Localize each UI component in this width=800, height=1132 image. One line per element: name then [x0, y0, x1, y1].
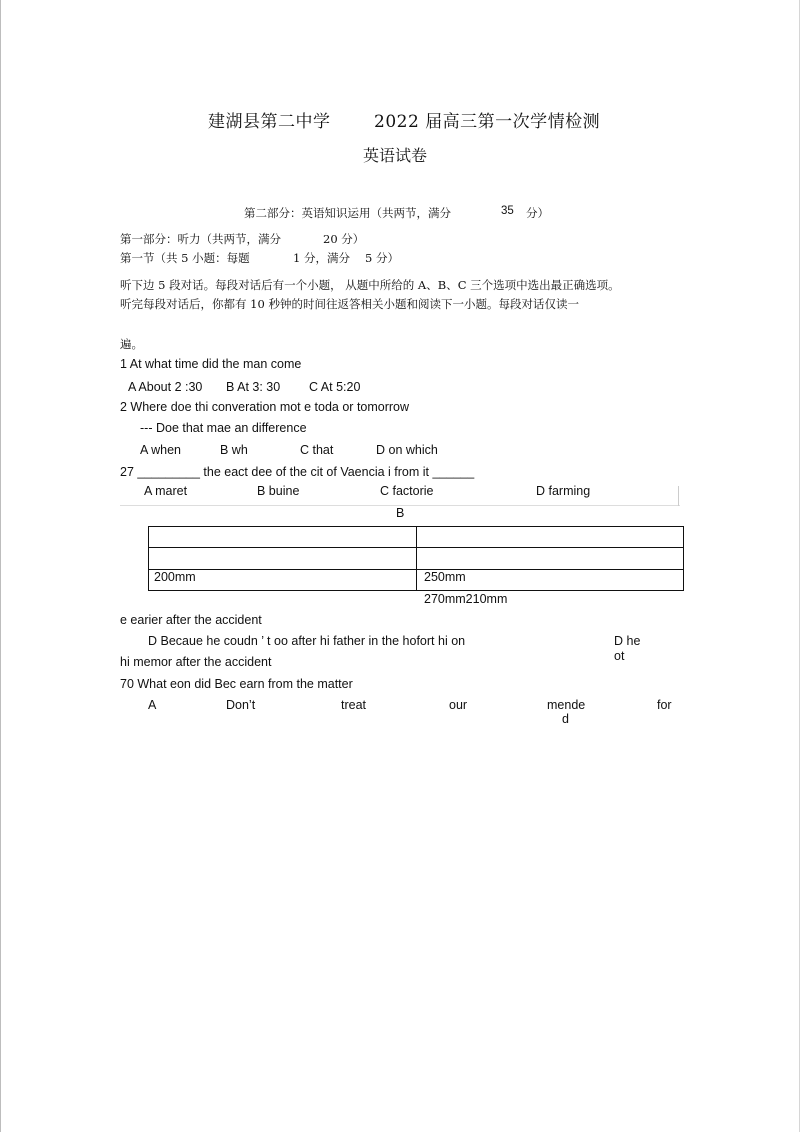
fragment-option-d: D Becaue he coudn ’ t oo after hi father in the hofort hi on: [148, 634, 466, 648]
instruction-line-1: 听下边 5 段对话。每段对话后有一个小题， 从题中所给的 A、B、C 三个选项中选出最正确选项。: [120, 278, 620, 292]
part1-label: 第一部分：听力（共两节，满分: [120, 232, 281, 246]
q2-option-c: C that: [300, 443, 334, 457]
title-school: 建湖县第二中学: [208, 112, 331, 132]
table-divider-row-1: [149, 547, 683, 548]
q27-option-d: D farming: [536, 484, 591, 498]
part2-label: 第二部分：英语知识运用（共两节，满分: [244, 206, 451, 220]
q70-text: 70 What eon did Bec earn from the matter: [120, 677, 353, 691]
q2-text: 2 Where doe thi converation mot e toda or tomorrow: [120, 400, 410, 414]
q70-word-mende: mende: [547, 698, 586, 712]
q70-word-treat: treat: [341, 698, 367, 712]
sec1-each: 1 分，满分: [293, 251, 350, 265]
table-divider-vertical: [416, 527, 417, 590]
table-cell-left: 200mm: [154, 570, 196, 584]
options-right-tick: [678, 486, 679, 506]
sec1-total: 5 分）: [365, 251, 399, 265]
q70-word-a: A: [148, 698, 157, 712]
fragment-line-1: e earier after the accident: [120, 613, 262, 627]
subtitle: 英语试卷: [363, 146, 428, 165]
fragment-line-2: hi memor after the accident: [120, 655, 272, 669]
q2-option-a: A when: [140, 443, 182, 457]
q70-word-d: d: [562, 712, 569, 726]
q27-option-c: C factorie: [380, 484, 434, 498]
instruction-line-2: 听完每段对话后，你都有 10 秒钟的时间往返答相关小题和阅读下一小题。每段对话仅读一: [120, 297, 579, 311]
fragment-d-he: D he: [614, 634, 641, 648]
q1-option-b: B At 3: 30: [226, 380, 281, 394]
q27-option-a: A maret: [144, 484, 188, 498]
sec1-label: 第一节（共 5 小题：每题: [120, 251, 250, 265]
paper-size-table: [148, 526, 684, 591]
table-divider-row-2: [149, 569, 683, 570]
part2-unit: 分）: [526, 206, 549, 220]
q27-option-b: B buine: [257, 484, 300, 498]
instruction-line-3: 遍。: [120, 337, 143, 351]
q70-word-dont: Don’t: [226, 698, 256, 712]
q70-word-for: for: [657, 698, 672, 712]
q2-option-d: D on which: [376, 443, 438, 457]
q2-reply: --- Doe that mae an difference: [140, 421, 307, 435]
q2-option-b: B wh: [220, 443, 248, 457]
table-cell-right: 250mm: [424, 570, 466, 584]
title-exam: 2022 届高三第一次学情检测: [374, 112, 601, 132]
q1-text: 1 At what time did the man come: [120, 357, 302, 371]
table-caption: 270mm210mm: [424, 592, 508, 606]
label-b: B: [396, 506, 405, 520]
q1-option-a: A About 2 :30: [128, 380, 203, 394]
part1-score: 20 分）: [323, 232, 365, 246]
fragment-ot: ot: [614, 649, 625, 663]
q70-word-our: our: [449, 698, 468, 712]
page-left-edge: [0, 0, 1, 1132]
q27-text: 27 _________ the eact dee of the cit of Vaencia i from it ______: [120, 465, 475, 479]
q1-option-c: C At 5:20: [309, 380, 361, 394]
part2-score: 35: [501, 205, 514, 217]
